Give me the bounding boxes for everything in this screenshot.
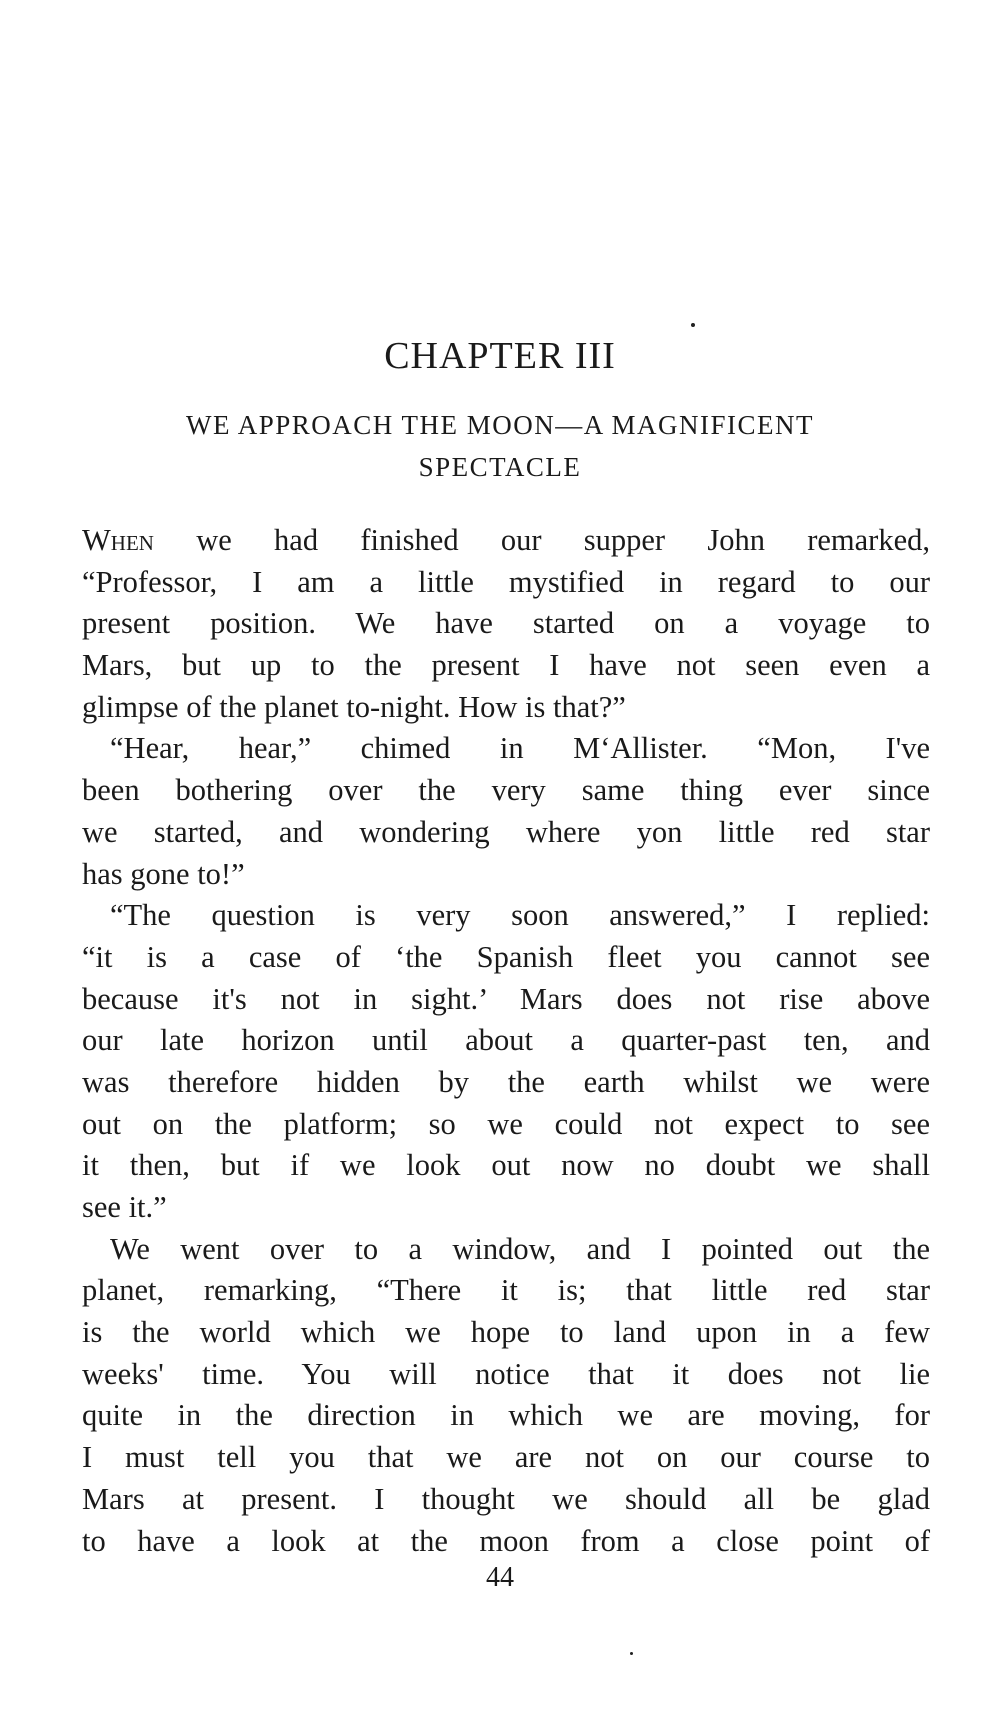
text-line: “Hear, hear,” chimed in M‘Allister. “Mon, I've [110, 731, 930, 766]
text-line: planet, remarking, “There it is; that little red star [82, 1273, 930, 1308]
text-line: it then, but if we look out now no doubt we shall [82, 1148, 930, 1183]
text-line: been bothering over the very same thing ever since [82, 773, 930, 808]
text-line: weeks' time. You will notice that it does not lie [82, 1356, 930, 1391]
text-line: Mars at present. I thought we should all be glad [82, 1481, 930, 1516]
text-line: has gone to!” [82, 856, 245, 891]
page-number: 44 [486, 1562, 514, 1593]
drop-word: When [82, 523, 154, 557]
scan-speck [691, 323, 695, 327]
text-line: was therefore hidden by the earth whilst we were [82, 1064, 930, 1099]
chapter-subtitle-line-2: SPECTACLE [418, 452, 582, 482]
text-line: to have a look at the moon from a close point of [82, 1523, 930, 1558]
text-line: I must tell you that we are not on our course to [82, 1440, 930, 1475]
text-line: we started, and wondering where yon little red star [82, 814, 930, 849]
body-text [82, 520, 930, 1562]
text-line: “it is a case of ‘the Spanish fleet you cannot see [82, 939, 930, 974]
text-line: quite in the direction in which we are moving, for [82, 1398, 930, 1433]
text-line: because it's not in sight.’ Mars does not rise above [82, 981, 930, 1016]
text-line: our late horizon until about a quarter-past ten, and [82, 1023, 930, 1058]
text-line: “Professor, I am a little mystified in regard to our [82, 564, 930, 599]
text-line [82, 520, 930, 562]
chapter-title: CHAPTER III [384, 335, 616, 377]
text-line: present position. We have started on a voyage to [82, 606, 930, 641]
text-line: glimpse of the planet to-night. How is that?” [82, 689, 626, 724]
scan-speck [630, 1652, 633, 1655]
text-line: Mars, but up to the present I have not seen even a [82, 648, 930, 683]
text-line: see it.” [82, 1190, 167, 1224]
text-line: We went over to a window, and I pointed out the [110, 1231, 930, 1266]
line-text: we had finished our supper John remarked, [153, 523, 930, 557]
text-line: “The question is very soon answered,” I replied: [110, 898, 930, 933]
text-line: is the world which we hope to land upon in a few [82, 1315, 930, 1350]
chapter-subtitle-line-1: WE APPROACH THE MOON—A MAGNIFICENT [185, 410, 815, 440]
text-line: out on the platform; so we could not expect to see [82, 1106, 930, 1141]
